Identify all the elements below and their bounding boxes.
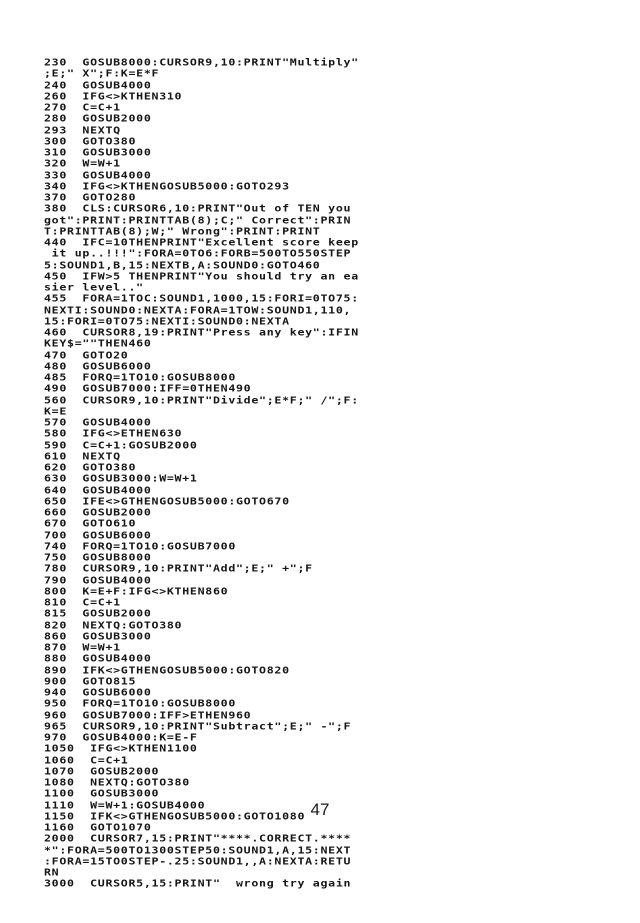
code-line: it up..!!!":FORA=0TO6:FORB=500TO550STEP [44, 247, 352, 260]
code-line: 5:SOUND1,B,15:NEXTB,A:SOUND0:GOTO460 [44, 258, 321, 271]
code-line: 380 CLS:CURSOR6,10:PRINT"Out of TEN you [44, 202, 352, 215]
code-line: 700 GOSUB6000 [44, 528, 152, 541]
code-line: 293 NEXTQ [44, 123, 121, 136]
code-line: 240 GOSUB4000 [44, 78, 152, 91]
code-line: 1060 C=C+1 [44, 753, 129, 766]
code-line: 750 GOSUB8000 [44, 551, 152, 563]
code-line: 1080 NEXTQ:GOTO380 [44, 776, 190, 788]
code-line: 580 IFG<>ETHEN630 [44, 427, 183, 440]
code-line: 815 GOSUB2000 [44, 607, 152, 620]
code-line: 800 K=E+F:IFG<>KTHEN860 [44, 585, 229, 597]
code-line: 1160 GOTO1070 [44, 821, 152, 833]
code-line: 970 GOSUB4000:K=E-F [44, 731, 198, 743]
code-line: 880 GOSUB4000 [44, 652, 152, 665]
code-line: 860 GOSUB3000 [44, 630, 152, 642]
code-line: 620 GOTO380 [44, 461, 137, 473]
code-line: 670 GOTO610 [44, 517, 137, 530]
code-line: *":FORA=500TO1300STEP50:SOUND1,A,15:NEXT [44, 843, 352, 856]
code-line: 590 C=C+1:GOSUB2000 [44, 438, 198, 451]
code-line: 870 W=W+1 [44, 641, 121, 653]
code-line: 260 IFG<>KTHEN310 [44, 90, 183, 102]
code-line: 650 IFE<>GTHENGOSUB5000:GOTO670 [44, 495, 290, 507]
code-line: 900 GOTO815 [44, 675, 137, 687]
code-line: 1070 GOSUB2000 [44, 765, 160, 777]
code-line: got":PRINT:PRINTTAB(8);C;" Correct":PRIN [44, 213, 352, 226]
code-line: 460 CURSOR8,19:PRINT"Press any key":IFIN [44, 326, 359, 338]
code-line: 480 GOSUB6000 [44, 360, 152, 372]
code-line: ;E;" X";F:K=E*F [44, 67, 160, 80]
page-number: 47 [310, 800, 330, 819]
code-line: 1110 W=W+1:GOSUB4000 [44, 798, 206, 811]
code-line: 15:FORI=0TO75:NEXTI:SOUND0:NEXTA [44, 315, 290, 327]
code-line: 1050 IFG<>KTHEN1100 [44, 742, 198, 755]
code-line: 570 GOSUB4000 [44, 416, 152, 428]
code-line: 940 GOSUB6000 [44, 686, 152, 698]
code-line: K=E [44, 405, 68, 417]
code-line: 370 GOTO280 [44, 191, 137, 203]
code-line: 450 IFW>5 THENPRINT"You should try an ea [44, 270, 359, 282]
code-line: 560 CURSOR9,10:PRINT"Divide";E*F;" /";F: [44, 393, 359, 406]
code-line: 740 FORQ=1TO10:GOSUB7000 [44, 540, 237, 552]
basic-listing [44, 58, 604, 891]
code-line: 340 IFG<>KTHENGOSUB5000:GOTO293 [44, 180, 290, 192]
code-line: 455 FORA=1TOC:SOUND1,1000,15:FORI=0TO75: [44, 292, 359, 305]
code-line: 300 GOTO380 [44, 135, 137, 147]
code-line: 440 IFC=10THENPRINT"Excellent score keep [44, 236, 359, 248]
code-line: 470 GOTO20 [44, 348, 129, 361]
code-line: 3000 CURSOR5,15:PRINT" wrong try again [44, 877, 352, 890]
code-line: NEXTI:SOUND0:NEXTA:FORA=1TOW:SOUND1,110, [44, 303, 352, 316]
code-line: 280 GOSUB2000 [44, 112, 152, 125]
code-line: 1100 GOSUB3000 [44, 787, 160, 800]
code-line: 485 FORQ=1TO10:GOSUB8000 [44, 371, 237, 383]
code-line: 270 C=C+1 [44, 101, 121, 113]
code-line: 660 GOSUB2000 [44, 506, 152, 518]
code-line: sier level.." [44, 281, 144, 293]
code-line: 780 CURSOR9,10:PRINT"Add";E;" +";F [44, 562, 313, 575]
code-line: 640 GOSUB4000 [44, 483, 152, 496]
code-line: 820 NEXTQ:GOTO380 [44, 618, 183, 631]
code-line: 320 W=W+1 [44, 157, 121, 170]
code-line: 610 NEXTQ [44, 450, 121, 462]
code-line: 810 C=C+1 [44, 596, 121, 608]
code-line: T:PRINTTAB(8);W;" Wrong":PRINT:PRINT [44, 225, 321, 237]
code-line: 950 FORQ=1TO10:GOSUB8000 [44, 697, 237, 710]
code-line: 310 GOSUB3000 [44, 146, 152, 158]
code-line: RN [44, 866, 60, 878]
code-line: 230 GOSUB8000:CURSOR9,10:PRINT"Multiply" [44, 56, 359, 68]
code-line: 965 CURSOR9,10:PRINT"Subtract";E;" -";F [44, 720, 352, 732]
code-line: 960 GOSUB7000:IFF>ETHEN960 [44, 708, 252, 721]
code-line: 2000 CURSOR7,15:PRINT"****.CORRECT.**** [44, 832, 352, 845]
code-line: 890 IFK<>GTHENGOSUB5000:GOTO820 [44, 663, 290, 676]
code-line: KEY$=""THEN460 [44, 337, 152, 350]
code-line: 630 GOSUB3000:W=W+1 [44, 472, 198, 485]
code-line: :FORA=15TO0STEP-.25:SOUND1,,A:NEXTA:RETU [44, 855, 352, 867]
code-line: 790 GOSUB4000 [44, 573, 152, 586]
code-line: 1150 IFK<>GTHENGOSUB5000:GOTO1080 [44, 810, 306, 822]
code-line: 490 GOSUB7000:IFF=0THEN490 [44, 382, 252, 395]
code-line: 330 GOSUB4000 [44, 168, 152, 181]
